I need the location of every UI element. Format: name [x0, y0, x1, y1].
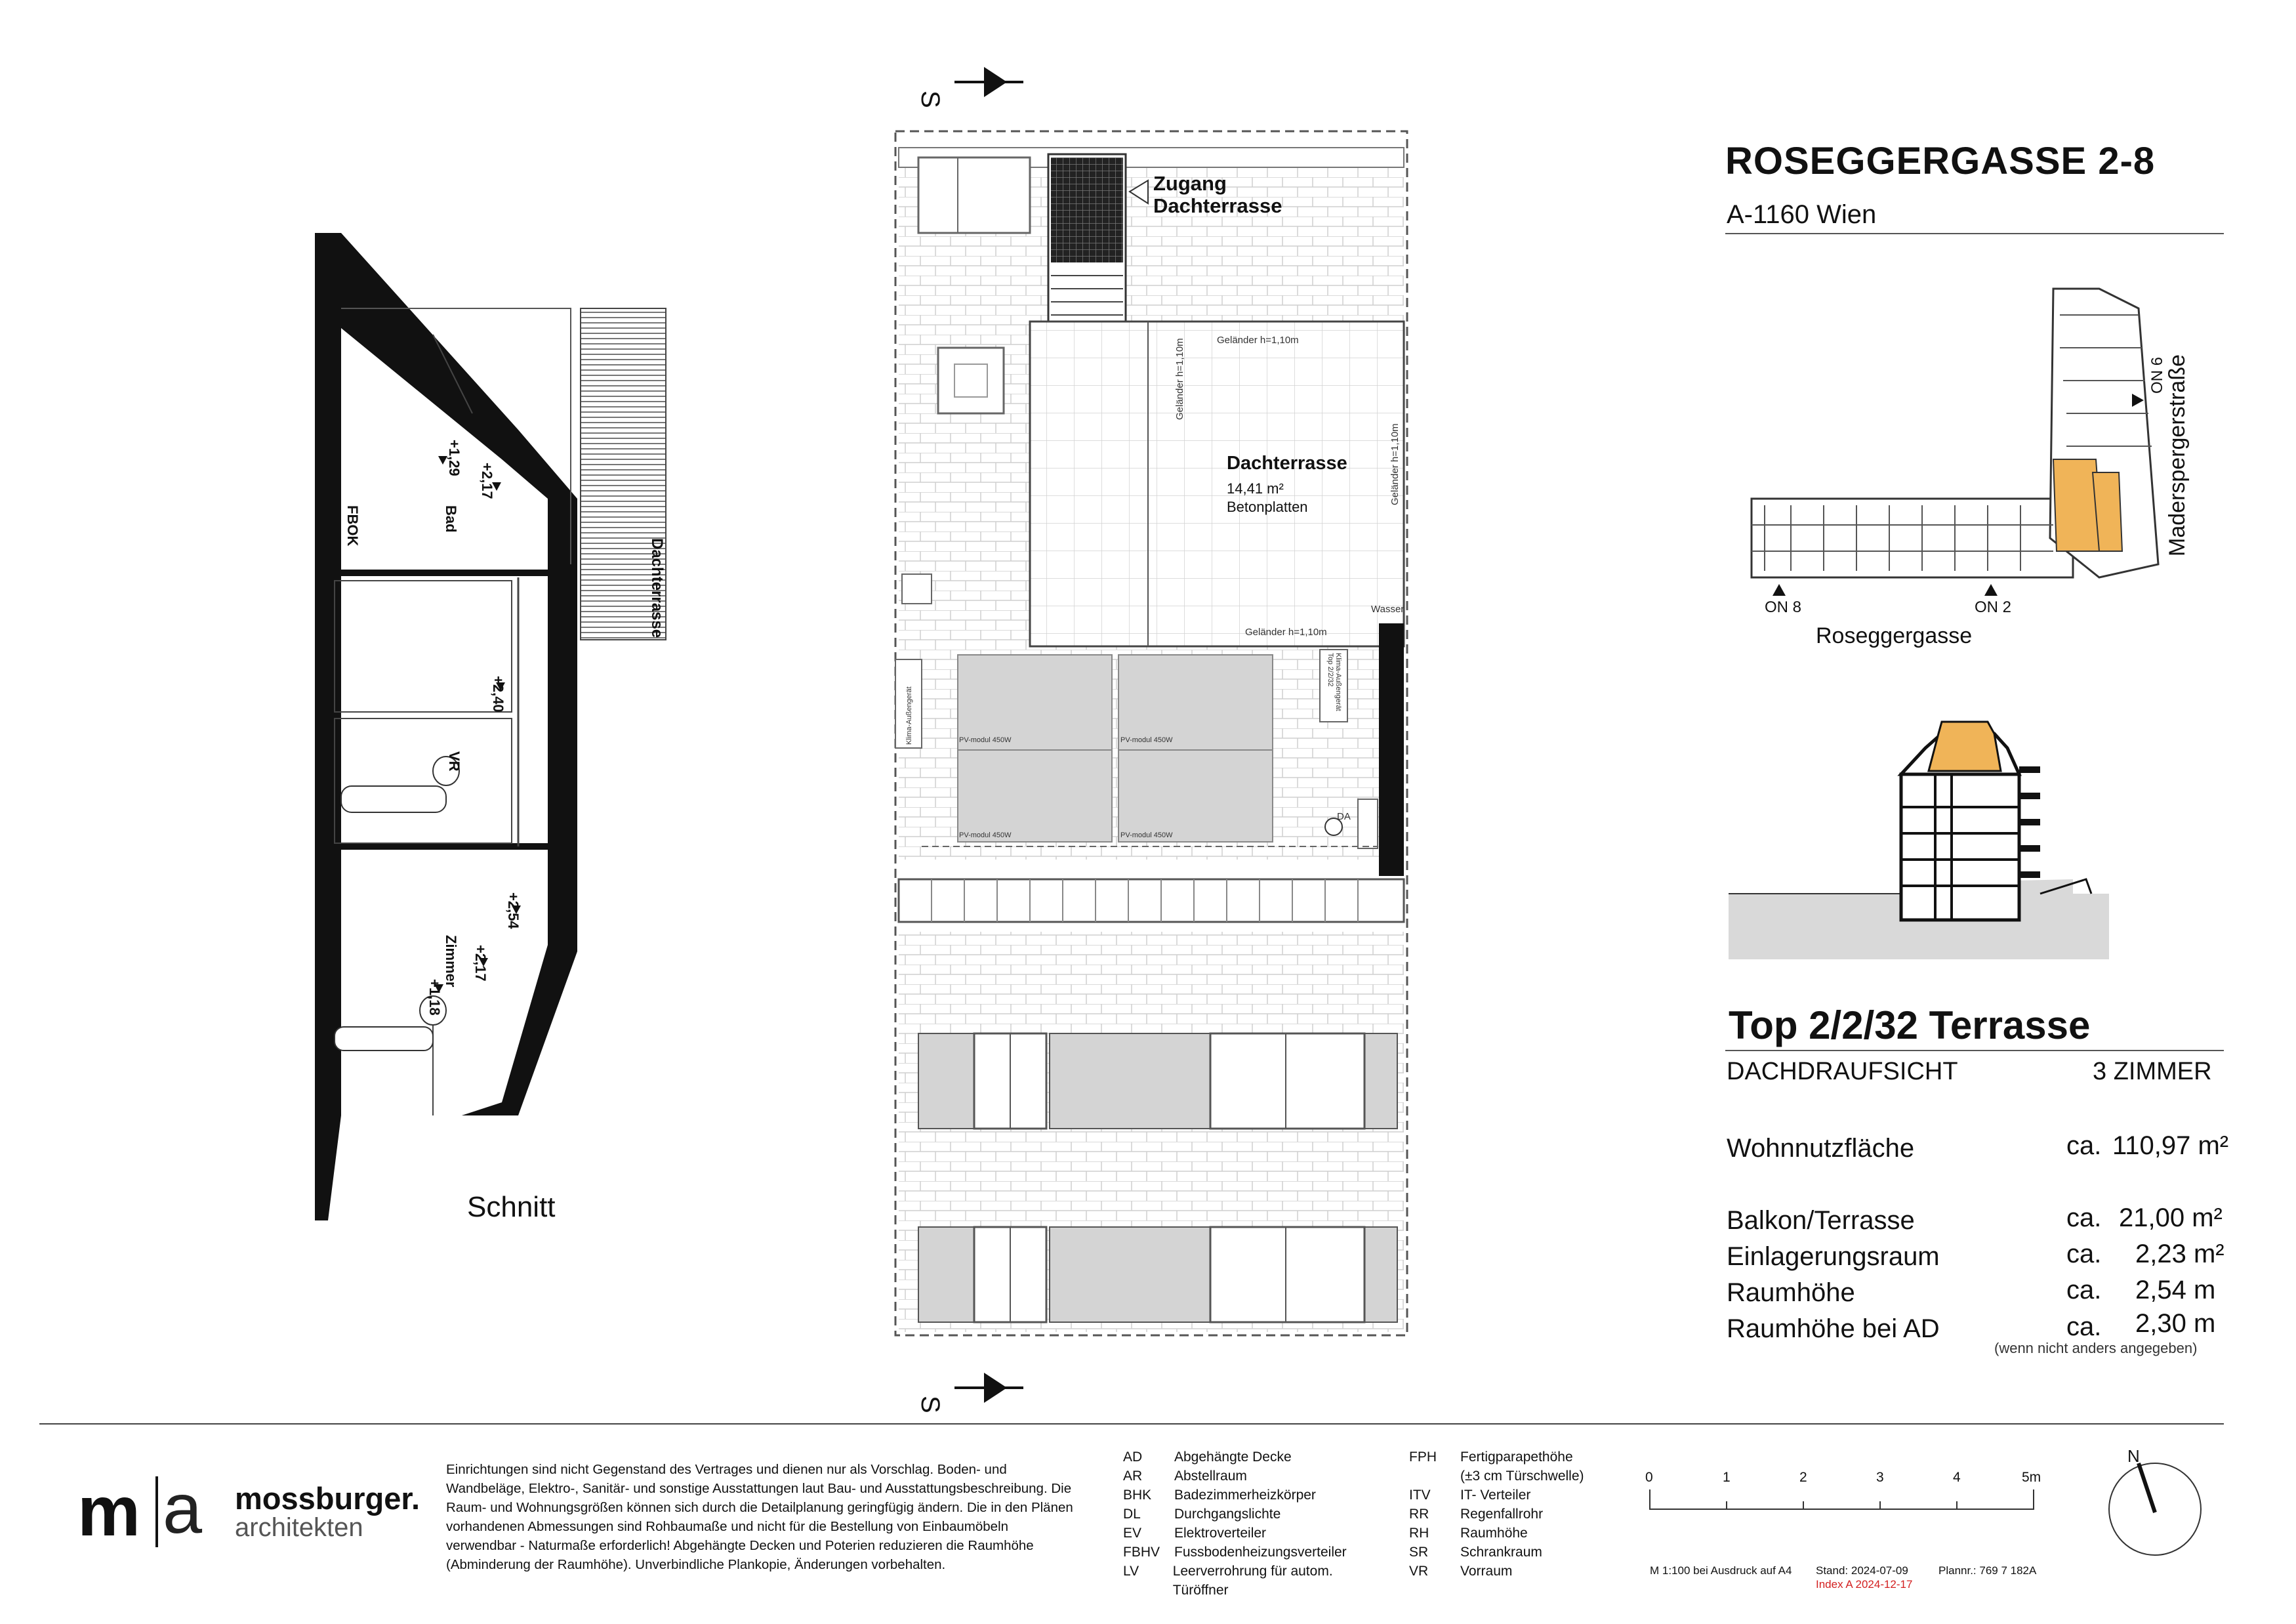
- legend-text: Regenfallrohr: [1460, 1507, 1544, 1522]
- site-street-right: Maderspergerstraße: [2165, 354, 2190, 556]
- room-zimmer: Zimmer: [443, 935, 459, 988]
- area-row-label: Balkon/Terrasse: [1727, 1206, 1915, 1235]
- railing-top: Geländer h=1,10m: [1217, 335, 1299, 346]
- legend-abbr: AD: [1123, 1449, 1143, 1465]
- level-129: +1,29: [446, 440, 462, 476]
- legend-abbr: RH: [1409, 1526, 1429, 1541]
- terrace-name: Dachterrasse: [1227, 453, 1347, 474]
- section-terrace-label: Dachterrasse: [648, 538, 666, 638]
- legend-row: [1409, 1505, 1658, 1524]
- site-on8: ON 8: [1765, 598, 1802, 616]
- disclaimer: Einrichtungen sind nicht Gegenstand des Vertrages und dienen nur als Vorschlag. Boden- und Wandbeläge, Elektro-, Sanitär- und sonstige Ausstattungen laut Bau- und Ausstattungsbeschreibung. Die Raum- und Wohnungsgrößen können sich durch die Detailplanung geringfügig ändern. Die in den Plänen vorhandenen Abmessungen sind Rohbaumaße und nicht für die Bestellung von Einbaumöbeln verwendbar - Naturmaße erforderlich! Abgehängte Decken und Poterien reduzieren die Raumhöhe (Abminderung der Raumhöhe). Unverbindliche Plankopie, Änderungen vorbehalten.: [446, 1462, 1073, 1572]
- room-vr: VR: [446, 751, 462, 772]
- area-row-ca: ca.: [2066, 1276, 2102, 1304]
- plan-number: Plannr.: 769 7 182A: [1938, 1564, 2037, 1577]
- site-on6: ON 6: [2148, 356, 2166, 394]
- section-caption: Schnitt: [467, 1191, 556, 1223]
- klima-unit: Klima-Außengerät Top 2/2/32: [1326, 653, 1342, 711]
- legend-left: [1123, 1447, 1385, 1600]
- scale-tick-label: 0: [1645, 1470, 1653, 1485]
- legend-text: Schrankraum: [1460, 1545, 1542, 1560]
- legend-abbr: ITV: [1409, 1488, 1431, 1503]
- legend-abbr: SR: [1409, 1545, 1429, 1560]
- scale-tick-label: 2: [1799, 1470, 1807, 1485]
- level-217b: +2,17: [472, 945, 489, 982]
- area-row-value: 2,54 m: [2135, 1276, 2216, 1304]
- legend-abbr: BHK: [1123, 1488, 1152, 1503]
- area-row-value: 2,30 m: [2135, 1309, 2216, 1338]
- legend-row: [1123, 1447, 1385, 1467]
- area-row-label: Wohnnutzfläche: [1727, 1134, 1915, 1163]
- area-row-ca: ca.: [2066, 1312, 2102, 1341]
- legend-text: Fussbodenheizungsverteiler: [1174, 1545, 1347, 1560]
- unit-rule: [1725, 1050, 2224, 1051]
- area-row-label: Raumhöhe: [1727, 1278, 1855, 1307]
- level-254: +2,54: [505, 892, 522, 929]
- legend-text: Fertigparapethöhe: [1460, 1449, 1573, 1465]
- legend-text: Raumhöhe: [1460, 1526, 1528, 1541]
- area-row-value: 21,00 m²: [2119, 1203, 2223, 1232]
- scale-tick-label: 3: [1876, 1470, 1884, 1485]
- railing-bottom: Geländer h=1,10m: [1245, 627, 1327, 638]
- scale-bar: [1650, 1489, 2034, 1509]
- project-city: A-1160 Wien: [1727, 200, 1877, 229]
- legend-text: Abgehängte Decke: [1174, 1449, 1292, 1465]
- logo-a: a: [163, 1468, 203, 1548]
- legend-abbr: DL: [1123, 1507, 1141, 1522]
- area-row-ca: ca.: [2066, 1203, 2102, 1232]
- legend-row: [1409, 1543, 1658, 1562]
- legend-text: (±3 cm Türschwelle): [1460, 1468, 1584, 1484]
- legend-text: Abstellraum: [1174, 1468, 1247, 1484]
- area-row-ca: ca.: [2066, 1239, 2102, 1268]
- area-row-label: Raumhöhe bei AD: [1727, 1314, 1940, 1343]
- scale-tick-label: 5m: [2022, 1470, 2041, 1485]
- pv-module-2: PV-modul 450W: [1120, 736, 1173, 744]
- north-label: N: [2127, 1446, 2140, 1466]
- section-drawing: [315, 233, 666, 1220]
- da-label: DA: [1337, 811, 1351, 822]
- klima-unit-left: Klima-Außengerät: [905, 686, 913, 745]
- area-row-ca: ca.: [2066, 1131, 2102, 1160]
- site-on2: ON 2: [1975, 598, 2012, 616]
- legend-abbr: VR: [1409, 1564, 1429, 1579]
- legend-row: [1409, 1524, 1658, 1543]
- legend-abbr: [1409, 1467, 1460, 1486]
- legend-text: IT- Verteiler: [1460, 1488, 1531, 1503]
- stand-date: Stand: 2024-07-09: [1816, 1564, 1908, 1577]
- building-section: [1729, 722, 2109, 959]
- railing-left: Geländer h=1,10m: [1174, 338, 1185, 420]
- unit-title: Top 2/2/32 Terrasse: [1729, 1003, 2091, 1047]
- legend-row: [1409, 1562, 1658, 1581]
- legend-text: Leerverrohrung für autom. Türöffner: [1172, 1564, 1333, 1598]
- legend-row: [1123, 1524, 1385, 1543]
- legend-row: [1123, 1505, 1385, 1524]
- scale-tick-label: 1: [1723, 1470, 1731, 1485]
- cut-label-top: S: [916, 91, 945, 108]
- pv-module-3: PV-modul 450W: [959, 831, 1012, 839]
- legend-right: [1409, 1447, 1658, 1581]
- plan-drawing: [895, 67, 1407, 1403]
- wasser-label: Wasser: [1371, 604, 1404, 615]
- zugang-line2: Dachterrasse: [1153, 194, 1282, 217]
- legend-abbr: FPH: [1409, 1449, 1437, 1465]
- logo-bar: [155, 1476, 158, 1547]
- level-217a: +2,17: [479, 463, 495, 499]
- scale-tick-label: 4: [1953, 1470, 1961, 1485]
- legend-row: [1409, 1447, 1658, 1467]
- level-118: +1,18: [426, 979, 443, 1016]
- legend-row: [1123, 1486, 1385, 1505]
- legend-abbr: RR: [1409, 1507, 1429, 1522]
- brand-sub: architekten: [235, 1513, 363, 1542]
- legend-abbr: FBHV: [1123, 1545, 1160, 1560]
- legend-row: [1409, 1486, 1658, 1505]
- area-note: (wenn nicht anders angegeben): [1994, 1340, 2198, 1356]
- unit-rooms: 3 ZIMMER: [2093, 1058, 2212, 1085]
- legend-text: Badezimmerheizkörper: [1174, 1488, 1316, 1503]
- area-row-value: 2,23 m²: [2135, 1239, 2224, 1268]
- legend-row: [1409, 1467, 1658, 1486]
- area-row-label: Einlagerungsraum: [1727, 1242, 1940, 1271]
- logo-m: m: [77, 1471, 140, 1551]
- legend-row: [1123, 1467, 1385, 1486]
- brand-name: mossburger.: [235, 1481, 420, 1516]
- legend-abbr: LV: [1123, 1564, 1139, 1579]
- north-arrow: [2109, 1463, 2201, 1555]
- project-title: ROSEGGERGASSE 2-8: [1725, 140, 2156, 182]
- railing-right: Geländer h=1,10m: [1389, 423, 1401, 505]
- legend-abbr: AR: [1123, 1468, 1143, 1484]
- legend-text: Elektroverteiler: [1174, 1526, 1267, 1541]
- header-rule: [1725, 233, 2224, 234]
- legend-abbr: EV: [1123, 1526, 1142, 1541]
- index-date: Index A 2024-12-17: [1816, 1578, 1913, 1591]
- room-bad: Bad: [443, 505, 459, 533]
- cut-label-bottom: S: [916, 1396, 945, 1413]
- unit-view: DACHDRAUFSICHT: [1727, 1058, 1958, 1085]
- section-fbok: FBOK: [344, 505, 361, 547]
- site-plan: [1752, 289, 2158, 596]
- pv-module-1: PV-modul 450W: [959, 736, 1012, 744]
- terrace-area: 14,41 m²: [1227, 480, 1284, 497]
- site-street-bottom: Roseggergasse: [1816, 623, 1973, 648]
- scale-note: M 1:100 bei Ausdruck auf A4: [1650, 1564, 1792, 1577]
- legend-text: Vorraum: [1460, 1564, 1513, 1579]
- zugang-line1: Zugang: [1153, 172, 1227, 195]
- legend-row: [1123, 1562, 1385, 1600]
- level-240: +2,40: [490, 676, 506, 713]
- pv-module-4: PV-modul 450W: [1120, 831, 1173, 839]
- area-row-value: 110,97 m²: [2112, 1131, 2229, 1160]
- legend-text: Durchgangslichte: [1174, 1507, 1281, 1522]
- terrace-material: Betonplatten: [1227, 499, 1308, 515]
- legend-row: [1123, 1543, 1385, 1562]
